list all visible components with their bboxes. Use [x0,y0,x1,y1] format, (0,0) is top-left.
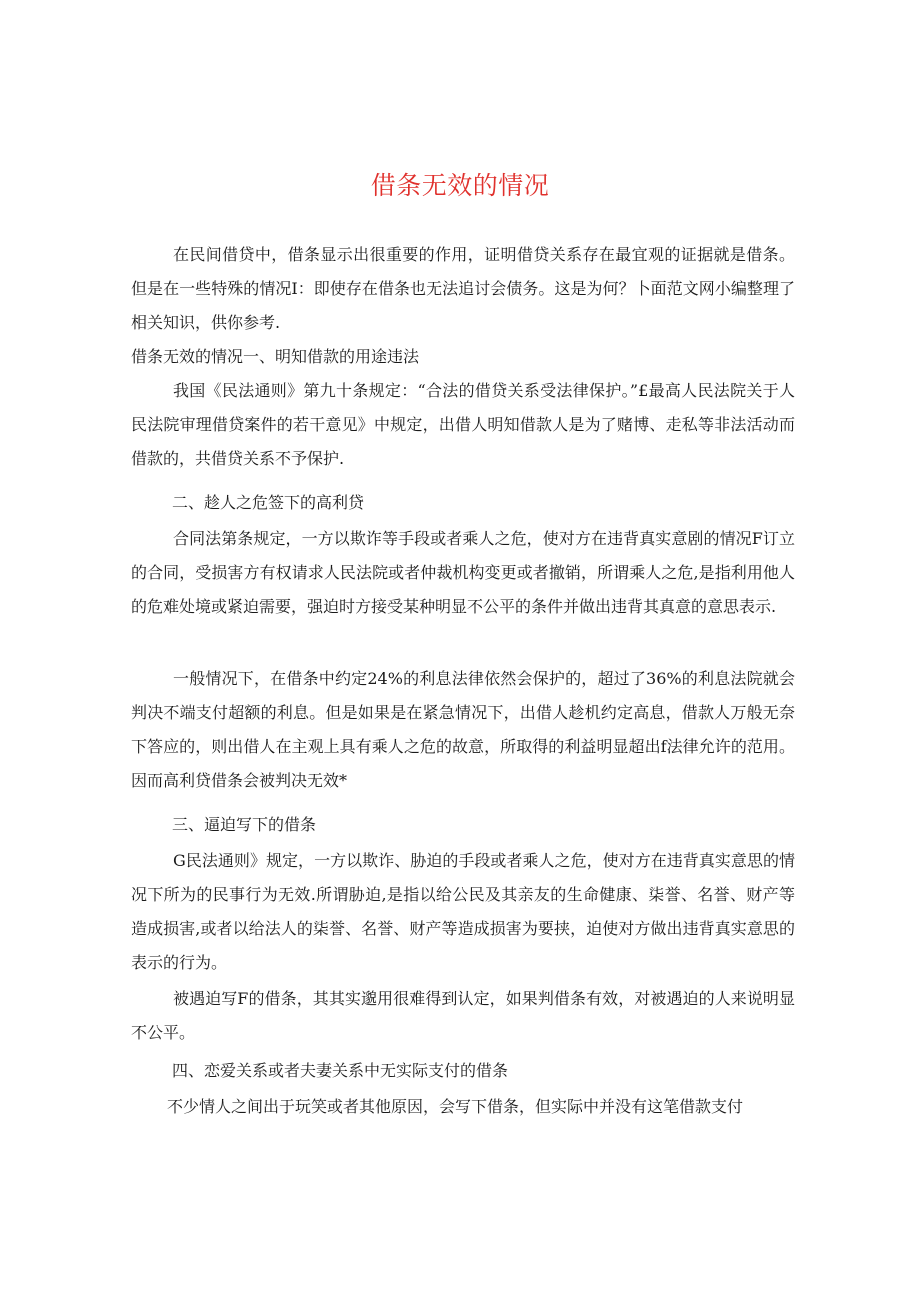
section4-paragraph-1 [131,1090,795,1124]
document-title: 借条无效的情况 [370,171,550,200]
intro-paragraph [131,238,795,340]
section3-paragraph-2 [131,982,795,1050]
intro-text: 在民间借贷中，借条显示出很重要的作用，证明借贷关系存在最宜观的证据就是借条。但是在一些特殊的情况I：即使存在借条也无法追讨会债务。这是为何？卜面范文网小编整理了相关知识，供你参考. [131,245,795,332]
section4-text-1: 不少情人之间出于玩笑或者其他原因，会写下借条，但实际中并没有这笔借款支付 [167,1097,744,1116]
section1-text-1: 我国《民法通则》第九十条规定：“合法的借贷关系受法律保护。”£最高人民法院关于人民法院审理借贷案件的若干意见》中规定，出借人明知借款人是为了赌博、走私等非法活动而借款的，共借贷关系不予保护. [131,381,795,468]
section3-text-1: G民法通则》规定，一方以欺诈、胁迫的手段或者乘人之危，使对方在违背真实意思的情况下所为的民事行为无效.所谓胁迫,是指以给公民及其亲友的生命健康、柒誉、名誉、财产等造成损害,或者以给法人的柒誉、名誉、财产等造成损害为要挟，迫使对方做出违背真实意思的表示的行为。 [131,851,795,972]
section4-heading: 四、恋爱关系或者夫妻关系中无实际支付的借条 [172,1061,509,1080]
section2-paragraph-2 [131,662,795,798]
section1-paragraph-1 [131,374,795,476]
section2-text-1: 合同法第条规定，一方以欺诈等手段或者乘人之危，使对方在违背真实意剧的情况F订立的合同，受损害方有权请求人民法院或者仲裁机构变更或者撤销，所谓乘人之危,是指利用他人的危难处境或紧迫需要，强迫时方接受某种明显不公平的条件并做出违背其真意的意思表示. [131,529,795,616]
section3-text-2: 被遇迫写F的借条，其其实邈用很难得到认定，如果判借条有效，对被遇迫的人来说明显不公平。 [131,989,795,1042]
section2-heading: 二、趁人之危签下的高利贷 [172,493,365,512]
section1-heading: 借条无效的情况一、明知借款的用途违法 [131,347,420,366]
section2-text-2: 一般情况下，在借条中约定24%的利息法律依然会保护的，超过了36%的利息法院就会判决不端支付超额的利息。但是如果是在紧急情况下，出借人趁机约定高息，借款人万般无奈下答应的，则出借人在主观上具有乘人之危的故意，所取得的利益明显超出f法律允许的范用。因而高利贷借条会被判决无效* [131,669,795,790]
section2-paragraph-1 [131,522,795,624]
section3-heading: 三、逼迫写下的借条 [172,815,317,834]
section3-paragraph-1 [131,844,795,980]
